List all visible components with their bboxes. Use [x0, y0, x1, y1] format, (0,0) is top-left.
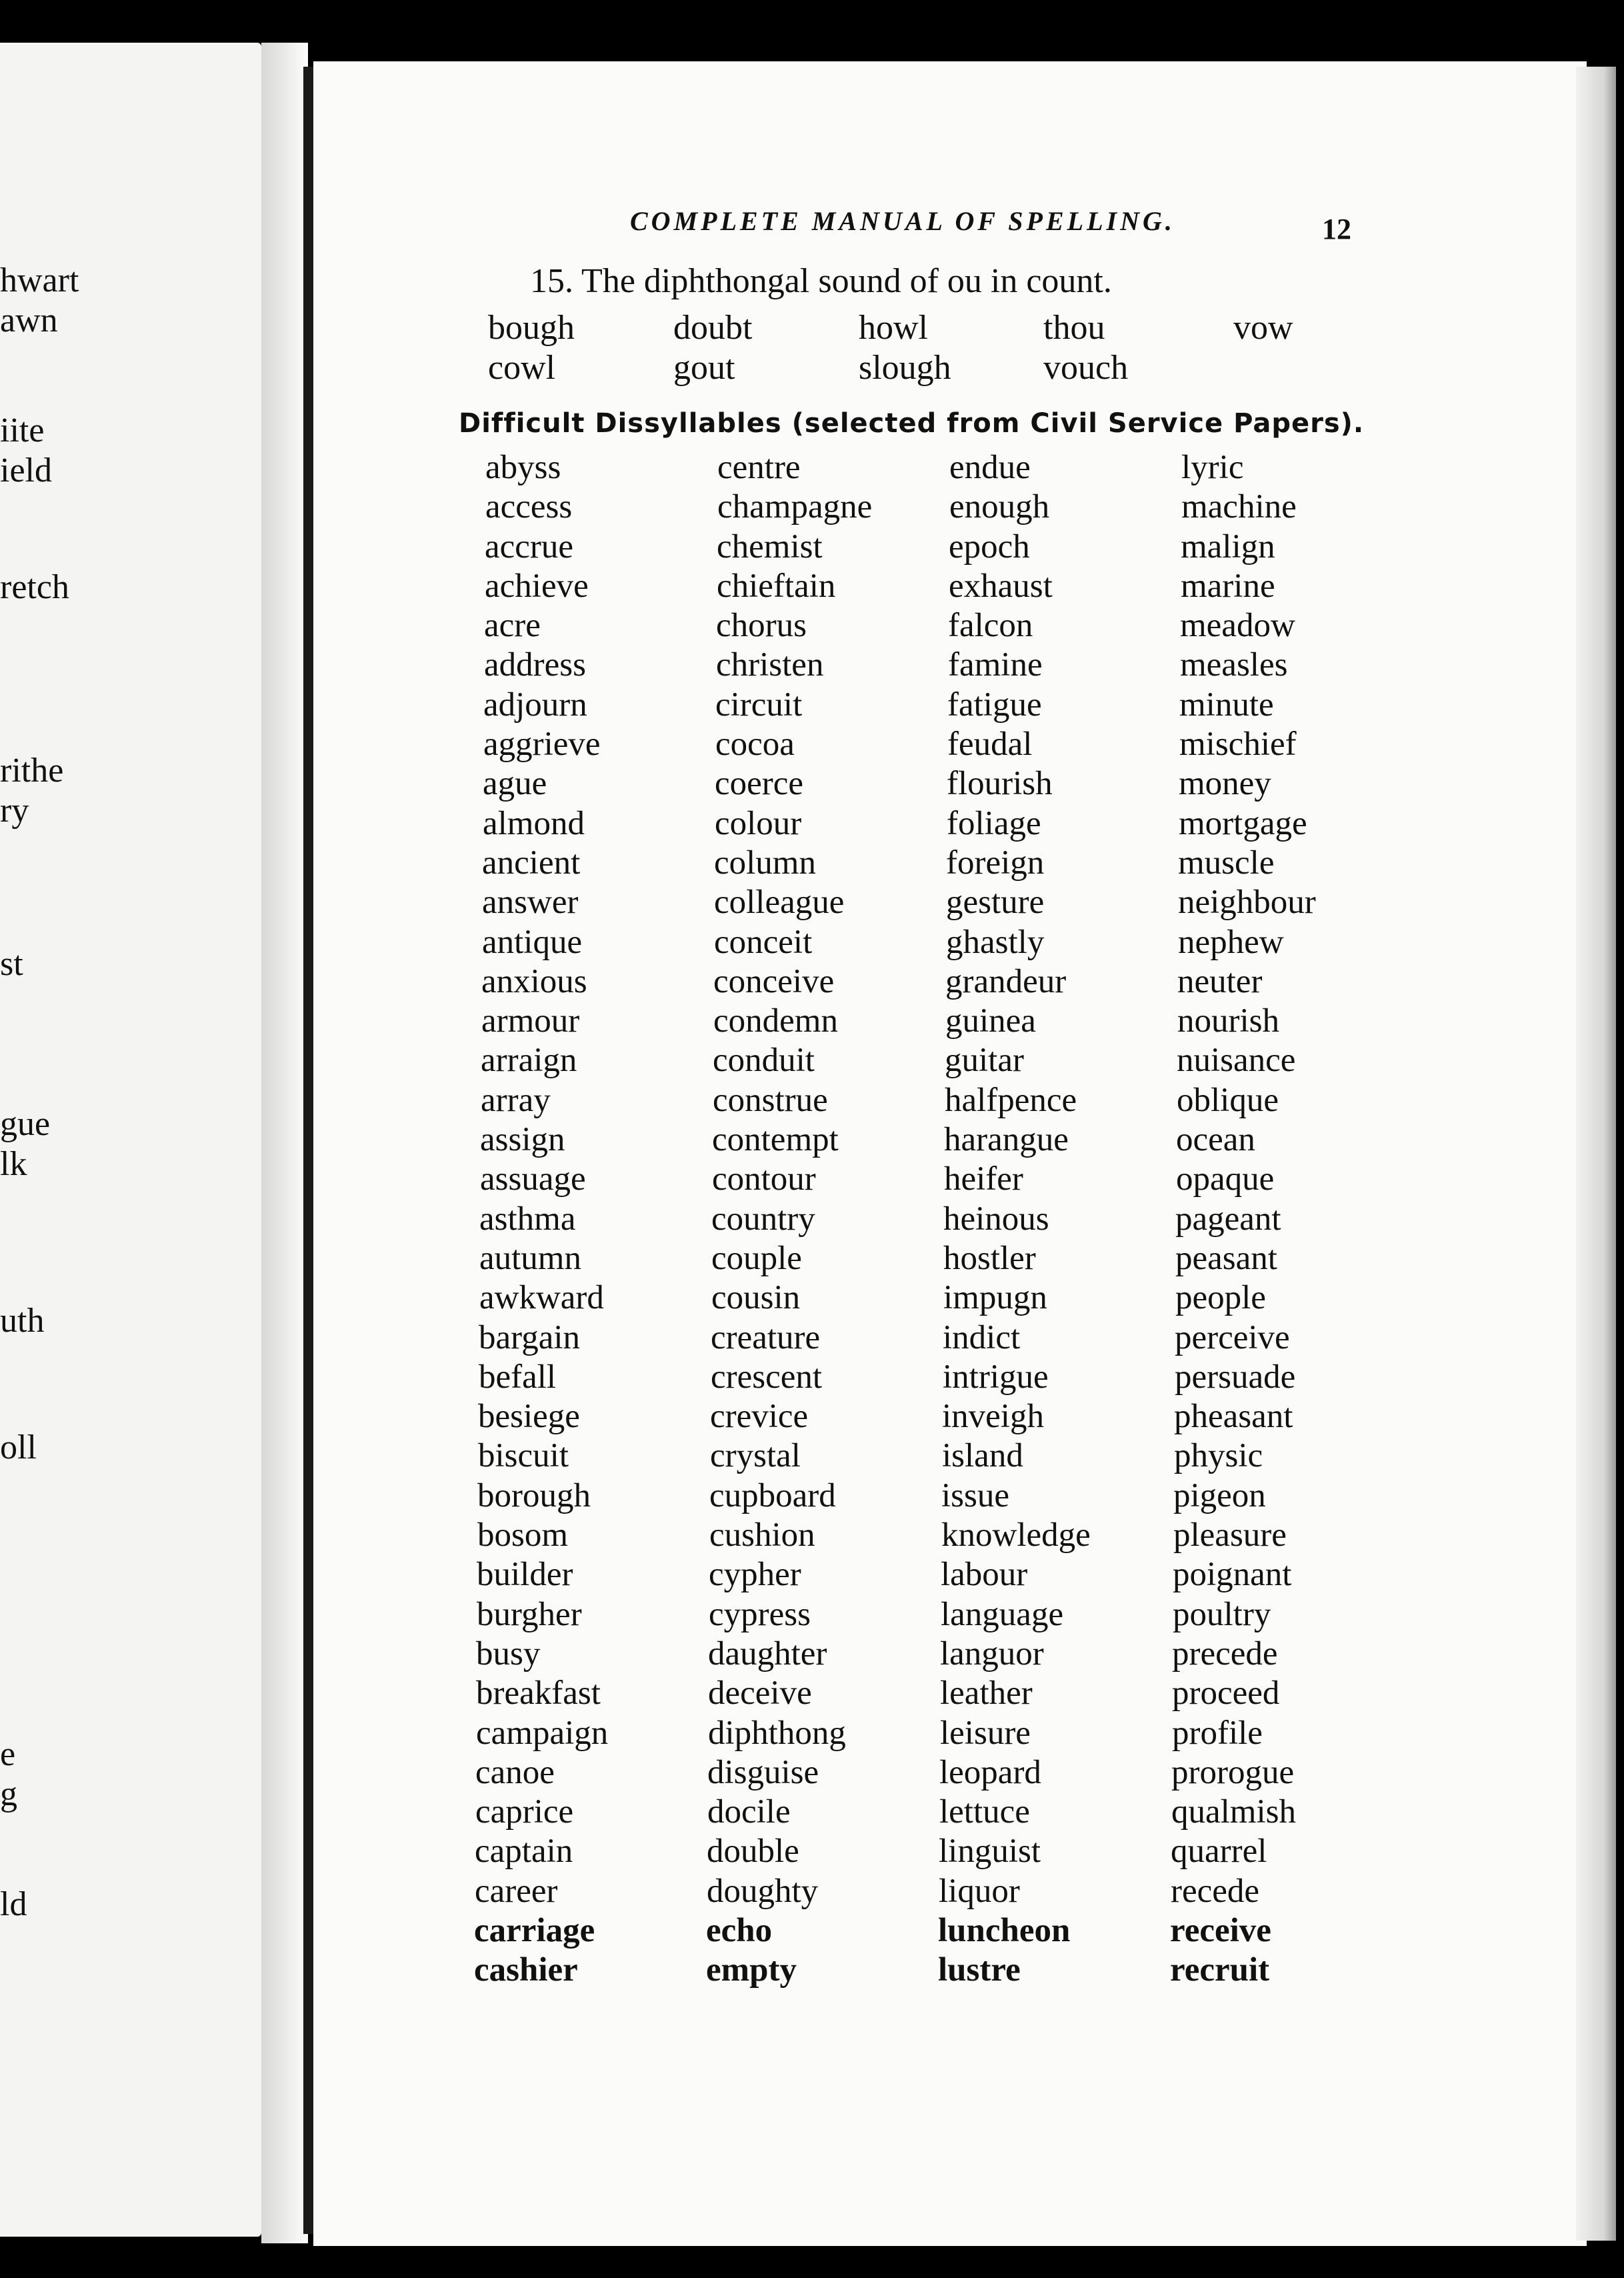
word-entry: answer [482, 884, 579, 922]
word-entry: assuage [480, 1160, 586, 1198]
section-word: howl [859, 309, 928, 347]
word-entry: double [707, 1833, 799, 1871]
word-entry: recede [1171, 1872, 1260, 1910]
word-entry: campaign [476, 1714, 609, 1752]
left-page-fragment: ld [0, 1885, 27, 1923]
word-entry: borough [477, 1476, 591, 1514]
word-entry: lyric [1181, 449, 1244, 486]
word-entry: deceive [708, 1674, 812, 1713]
section-word: vouch [1043, 349, 1129, 387]
word-entry: poultry [1173, 1595, 1271, 1633]
left-page [0, 43, 261, 2237]
word-entry: crescent [711, 1358, 823, 1396]
word-entry: grandeur [945, 962, 1067, 1000]
word-entry: condemn [713, 1002, 838, 1040]
word-entry: quarrel [1171, 1833, 1267, 1871]
word-entry: circuit [715, 686, 803, 724]
word-entry: burgher [477, 1595, 582, 1633]
word-entry: christen [716, 646, 824, 684]
word-entry: anxious [481, 962, 587, 1000]
word-entry: autumn [479, 1239, 581, 1277]
word-entry: abyss [485, 449, 561, 486]
section-word: slough [859, 349, 951, 387]
left-page-fragment: lk [0, 1145, 27, 1183]
left-page-fragment: iite [0, 411, 45, 449]
word-entry: epoch [949, 527, 1030, 565]
word-entry: feudal [947, 726, 1033, 764]
word-entry: lettuce [939, 1793, 1030, 1831]
word-entry: measles [1180, 646, 1288, 684]
word-entry: harangue [944, 1121, 1069, 1159]
word-entry: colour [715, 804, 802, 842]
word-entry: marine [1181, 567, 1275, 605]
word-entry: neighbour [1178, 884, 1316, 922]
word-entry: cocoa [715, 726, 795, 764]
word-entry: chieftain [717, 567, 836, 605]
word-entry: assign [480, 1121, 565, 1159]
word-entry: career [475, 1872, 558, 1910]
word-entry: cousin [711, 1279, 801, 1317]
word-entry: doughty [707, 1872, 819, 1910]
word-entry: adjourn [483, 686, 587, 724]
word-entry: construe [713, 1081, 828, 1119]
section-title: 15. The diphthongal sound of ou in count. [530, 262, 1112, 300]
word-entry: befall [479, 1358, 557, 1396]
word-column [706, 448, 873, 1991]
word-entry: coerce [715, 765, 804, 803]
word-entry: island [942, 1437, 1023, 1475]
word-entry: cypher [709, 1556, 801, 1594]
word-entry: hostler [943, 1239, 1036, 1277]
word-entry: flourish [947, 765, 1053, 803]
word-entry: mortgage [1179, 804, 1307, 842]
word-entry: knowledge [941, 1516, 1091, 1554]
word-entry: busy [476, 1634, 541, 1672]
word-entry: malign [1181, 527, 1275, 565]
word-entry: cupboard [709, 1476, 836, 1514]
word-entry: chemist [717, 527, 823, 565]
subheading: Difficult Dissyllables (selected from Civil Service Papers). [459, 408, 1365, 439]
word-entry: fatigue [947, 686, 1042, 724]
word-column [474, 448, 609, 1991]
word-entry: pleasure [1173, 1516, 1287, 1554]
word-entry: luncheon [938, 1911, 1071, 1949]
left-page-fragment: hwart [0, 261, 79, 299]
word-entry: carriage [474, 1911, 595, 1949]
word-entry: accrue [485, 527, 574, 565]
word-entry: proceed [1172, 1674, 1280, 1713]
section-word: cowl [488, 349, 556, 387]
word-entry: centre [717, 449, 801, 486]
word-entry: echo [706, 1911, 773, 1949]
word-entry: receive [1170, 1911, 1271, 1949]
section-word: thou [1043, 309, 1105, 347]
page-edge [1576, 67, 1616, 2241]
word-entry: famine [948, 646, 1043, 684]
word-entry: contour [712, 1160, 816, 1198]
word-entry: ancient [482, 844, 581, 882]
word-entry: meadow [1180, 607, 1295, 645]
word-entry: persuade [1175, 1358, 1296, 1396]
word-entry: bargain [479, 1318, 581, 1356]
left-page-fragment: oll [0, 1428, 37, 1466]
word-entry: column [714, 844, 816, 882]
word-entry: leisure [940, 1714, 1031, 1752]
word-entry: muscle [1178, 844, 1275, 882]
left-page-fragment: rithe [0, 752, 64, 790]
word-entry: lustre [938, 1951, 1021, 1989]
left-page-fragment: g [0, 1775, 17, 1813]
word-entry: conduit [713, 1042, 815, 1080]
word-entry: pageant [1175, 1200, 1281, 1238]
word-entry: perceive [1175, 1318, 1290, 1356]
left-page-fragment: retch [0, 568, 69, 606]
word-entry: intrigue [943, 1358, 1049, 1396]
book-gutter [261, 43, 308, 2243]
section-word: vow [1233, 309, 1293, 347]
word-entry: heifer [944, 1160, 1023, 1198]
word-entry: foreign [946, 844, 1045, 882]
word-entry: guinea [945, 1002, 1036, 1040]
word-entry: cashier [474, 1951, 578, 1989]
word-entry: foliage [947, 804, 1041, 842]
left-page-fragment: e [0, 1735, 16, 1773]
word-entry: captain [475, 1833, 573, 1871]
word-entry: cypress [709, 1595, 811, 1633]
word-entry: access [485, 488, 573, 526]
word-entry: peasant [1175, 1239, 1277, 1277]
word-entry: daughter [708, 1634, 827, 1672]
word-entry: linguist [939, 1833, 1041, 1871]
word-entry: arraign [481, 1042, 577, 1080]
word-entry: almond [483, 804, 585, 842]
word-entry: endue [949, 449, 1031, 486]
word-entry: nourish [1177, 1002, 1279, 1040]
word-entry: exhaust [949, 567, 1053, 605]
word-entry: indict [943, 1318, 1021, 1356]
left-page-fragment: st [0, 945, 23, 983]
word-entry: country [711, 1200, 815, 1238]
word-entry: canoe [475, 1753, 555, 1791]
word-entry: labour [941, 1556, 1028, 1594]
word-entry: ghastly [946, 923, 1045, 961]
word-entry: docile [707, 1793, 791, 1831]
word-entry: opaque [1176, 1160, 1275, 1198]
word-entry: array [481, 1081, 551, 1119]
word-column [1170, 448, 1316, 1991]
word-entry: colleague [714, 884, 845, 922]
word-entry: physic [1174, 1437, 1263, 1475]
word-entry: besiege [478, 1398, 580, 1436]
word-entry: disguise [707, 1753, 819, 1791]
word-entry: builder [477, 1556, 573, 1594]
word-entry: asthma [479, 1200, 576, 1238]
word-column [938, 448, 1091, 1991]
word-entry: conceit [714, 923, 813, 961]
word-entry: nephew [1178, 923, 1284, 961]
left-page-fragment: gue [0, 1105, 51, 1143]
word-entry: enough [949, 488, 1050, 526]
word-entry: money [1179, 765, 1271, 803]
word-entry: people [1175, 1279, 1266, 1317]
word-entry: issue [941, 1476, 1009, 1514]
word-entry: conceive [713, 962, 835, 1000]
word-entry: profile [1172, 1714, 1263, 1752]
word-entry: awkward [479, 1279, 604, 1317]
word-entry: bosom [477, 1516, 569, 1554]
word-entry: precede [1172, 1634, 1278, 1672]
word-entry: poignant [1173, 1556, 1292, 1594]
running-title: COMPLETE MANUAL OF SPELLING. [630, 206, 1175, 236]
word-entry: falcon [948, 607, 1033, 645]
word-entry: achieve [485, 567, 589, 605]
word-entry: machine [1181, 488, 1297, 526]
section-word: gout [673, 349, 735, 387]
word-entry: leather [940, 1674, 1033, 1713]
word-entry: halfpence [945, 1081, 1077, 1119]
word-entry: breakfast [476, 1674, 601, 1713]
word-entry: aggrieve [483, 726, 601, 764]
word-entry: languor [940, 1634, 1044, 1672]
word-entry: chorus [716, 607, 807, 645]
word-entry: caprice [475, 1793, 574, 1831]
word-entry: contempt [712, 1121, 839, 1159]
word-entry: leopard [939, 1753, 1041, 1791]
word-entry: armour [481, 1002, 580, 1040]
word-entry: neuter [1177, 962, 1263, 1000]
word-entry: mischief [1179, 726, 1297, 764]
word-entry: biscuit [478, 1437, 569, 1475]
word-entry: oblique [1177, 1081, 1279, 1119]
word-entry: recruit [1170, 1951, 1270, 1989]
word-entry: creature [711, 1318, 821, 1356]
word-entry: champagne [717, 488, 873, 526]
word-entry: guitar [945, 1042, 1024, 1080]
left-page-fragment: awn [0, 301, 58, 339]
word-entry: heinous [943, 1200, 1049, 1238]
word-entry: qualmish [1171, 1793, 1296, 1831]
left-page-fragment: ry [0, 792, 29, 830]
word-entry: language [941, 1595, 1064, 1633]
word-entry: minute [1179, 686, 1274, 724]
word-entry: inveigh [942, 1398, 1044, 1436]
word-entry: address [484, 646, 586, 684]
word-entry: ocean [1176, 1121, 1255, 1159]
word-entry: antique [482, 923, 583, 961]
word-entry: gesture [946, 884, 1045, 922]
section-word: bough [488, 309, 575, 347]
word-entry: diphthong [708, 1714, 846, 1752]
word-entry: crystal [710, 1437, 801, 1475]
word-entry: liquor [939, 1872, 1020, 1910]
word-entry: impugn [943, 1279, 1047, 1317]
word-entry: couple [711, 1239, 802, 1277]
section-word: doubt [673, 309, 753, 347]
word-entry: prorogue [1171, 1753, 1295, 1791]
word-entry: pheasant [1174, 1398, 1293, 1436]
word-entry: cushion [709, 1516, 815, 1554]
left-page-fragment: uth [0, 1302, 45, 1340]
page-number: 12 [1322, 213, 1351, 245]
word-entry: nuisance [1177, 1042, 1296, 1080]
word-entry: empty [706, 1951, 797, 1989]
word-entry: acre [484, 607, 541, 645]
word-entry: pigeon [1173, 1476, 1266, 1514]
word-entry: ague [483, 765, 547, 803]
word-entry: crevice [710, 1398, 809, 1436]
left-page-fragment: ield [0, 451, 52, 489]
